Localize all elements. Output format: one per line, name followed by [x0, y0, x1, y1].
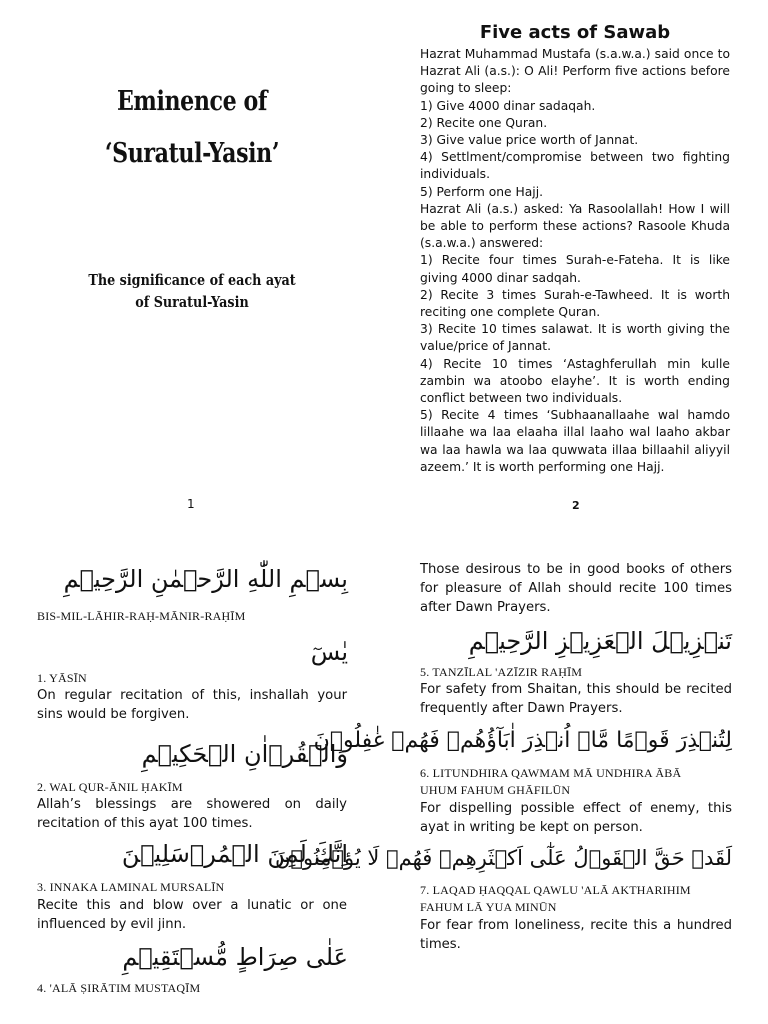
- paragraph: Hazrat Ali (a.s.) asked: Ya Rasoolallah! How I will be able to perform these actions? Rasoole Khuda (s.a.w.a.) answered:: [420, 201, 730, 251]
- paragraph: Hazrat Muhammad Mustafa (s.a.w.a.) said once to Hazrat Ali (a.s.): O Ali! Perform five actions before going to sleep:: [420, 47, 730, 96]
- title-line-2: ‘Suratul-Yasin’: [104, 138, 280, 169]
- ayat-6-transliteration-line-1: 6. LITUNDHIRA QAWMAM MĀ UNDHIRA ĀBĀ: [420, 766, 682, 780]
- list-item: 5) Recite 4 times ‘Subhaanallaahe wal hamdo lillaahe wa laa elaaha illal laaho wal laaho akbar wa laa hawla wa laa quwwata illaa billaahil aliyyil azeem.’ It is worth performing one Hajj.: [420, 408, 730, 474]
- title-line-1: Eminence of: [116, 86, 268, 117]
- list-item: 1) Recite four times Surah-e-Fateha. It is like giving 4000 dinar sadqah.: [420, 253, 730, 285]
- list-item: 4) Settlment/compromise between two fighting individuals.: [420, 150, 730, 182]
- list-item: 3) Give value price worth of Jannat.: [420, 133, 639, 148]
- subtitle-line-1: The significance of each ayat: [88, 271, 296, 289]
- page-number-2: 2: [572, 499, 580, 512]
- list-item: 2) Recite 3 times Surah-e-Tawheed. It is worth reciting one complete Quran.: [420, 287, 730, 320]
- page-2-heading: Five acts of Sawab: [479, 22, 671, 43]
- ayat-4-description: Those desirous to be in good books of others for pleasure of Allah should recite 100 times after Dawn Prayers.: [420, 562, 732, 615]
- ayat-7-transliteration-line-2: FAHUM LĀ YUA MINŪN: [420, 900, 557, 914]
- ayat-3-description: Recite this and blow over a lunatic or one influenced by evil jinn.: [37, 898, 347, 932]
- ayat-2-transliteration: 2. WAL QUR-ĀNIL ḤAKĪM: [37, 780, 183, 794]
- list-item: 5) Perform one Hajj.: [420, 184, 544, 199]
- ayat-7-transliteration-line-1: 7. LAQAD ḤAQQAL QAWLU 'ALĀ AKTHARIHIM: [420, 883, 691, 897]
- page-number-1: 1: [187, 497, 195, 511]
- list-item: 3) Recite 10 times salawat. It is worth giving the value/price of Jannat.: [420, 322, 730, 354]
- ayat-1-arabic: يٰسٓ: [310, 638, 348, 666]
- ayat-3-transliteration: 3. INNAKA LAMINAL MURSALĪN: [37, 880, 225, 894]
- subtitle-line-2: of Suratul-Yasin: [135, 293, 249, 311]
- ayat-6-description: For dispelling possible effect of enemy, this ayat in writing be kept on person.: [420, 801, 732, 835]
- ayat-4-transliteration: 4. 'ALĀ ṢIRĀTIM MUSTAQĪM: [37, 981, 201, 995]
- ayat-1-transliteration: 1. YĀSĪN: [37, 671, 87, 685]
- ayat-1-description: On regular recitation of this, inshallah your sins would be forgiven.: [37, 688, 347, 722]
- list-item: 4) Recite 10 times ‘Astaghferullah min kulle zambin wa atoobo elayhe’. It is worth ending conflict between two individuals.: [420, 356, 730, 406]
- ayat-6-transliteration-line-2: UHUM FAHUM GHĀFILŪN: [420, 783, 571, 797]
- bismillah-transliteration: BIS-MIL-LĀHIR-RAḤ-MĀNIR-RAḤĪM: [37, 609, 246, 623]
- ayat-5-transliteration: 5. TANZĪLAL 'AZĪZIR RAḤĪM: [420, 665, 583, 679]
- list-item: 1) Give 4000 dinar sadaqah.: [420, 98, 596, 113]
- ayat-5-description: For safety from Shaitan, this should be recited frequently after Dawn Prayers.: [420, 682, 732, 716]
- ayat-3-arabic: اِنَّكَ لَمِنَ الۡمُرۡسَلِيۡنَ: [121, 840, 348, 868]
- page-2-body: [420, 46, 730, 476]
- ayat-6-arabic: لِتُنۡذِرَ قَوۡمًا مَّاۤ اُنۡذِرَ اٰبَآؤُهُمۡ فَهُمۡ غٰفِلُوۡنَ: [313, 728, 732, 753]
- ayat-4-arabic: عَلٰى صِرَاطٍ مُّسۡتَقِيۡمِ: [122, 943, 348, 971]
- bismillah-arabic: بِسۡمِ اللّٰهِ الرَّحۡمٰنِ الرَّحِيۡمِ: [63, 565, 348, 593]
- list-item: 2) Recite one Quran.: [420, 115, 548, 130]
- ayat-5-arabic: تَنۡزِيۡلَ الۡعَزِيۡزِ الرَّحِيۡمِ: [468, 627, 732, 655]
- page-1: [0, 0, 384, 512]
- ayat-2-arabic: وَالۡقُرۡاٰنِ الۡحَكِيۡمِ: [141, 740, 348, 768]
- ayat-2-description: Allah’s blessings are showered on daily recitation of this ayat 100 times.: [37, 797, 347, 831]
- ayat-7-arabic: لَقَدۡ حَقَّ الۡقَوۡلُ عَلٰٓى اَكۡثَرِهِمۡ فَهُمۡ لَا يُؤۡمِنُوۡنَ: [274, 846, 732, 870]
- ayat-7-description: For fear from loneliness, recite this a hundred times.: [420, 918, 732, 952]
